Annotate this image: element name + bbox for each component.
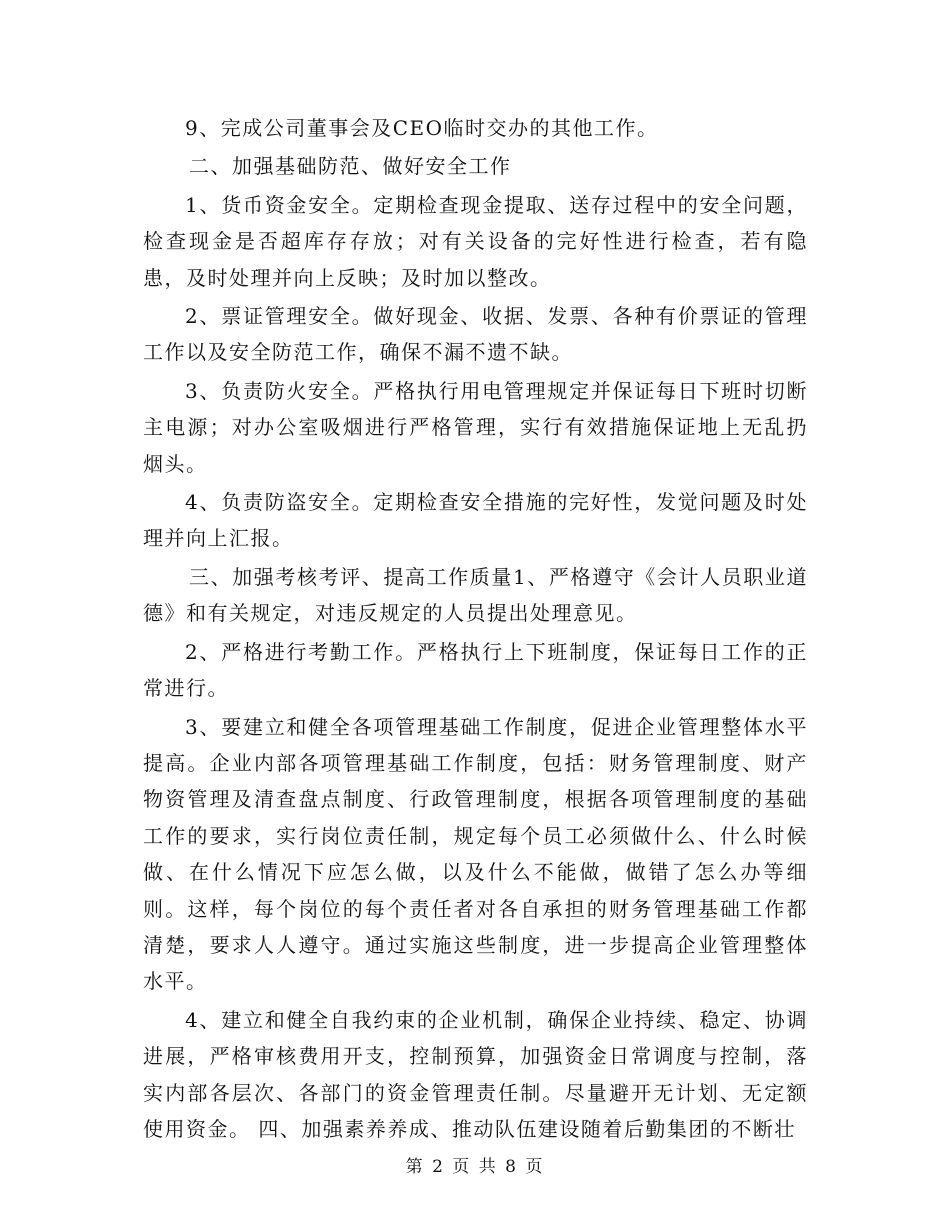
section-heading-3: 三、加强考核考评、提高工作质量1、严格遵守《会计人员职业道德》和有关规定，对违反规定的人员提出处理意见。 <box>143 564 808 626</box>
document-body <box>143 110 808 1149</box>
paragraph-theft-safety: 4、负责防盗安全。定期检查安全措施的完好性，发觉问题及时处理并向上汇报。 <box>143 490 808 551</box>
paragraph-management-system: 3、要建立和健全各项管理基础工作制度，促进企业管理整体水平提高。企业内部各项管理基础工作制度，包括：财务管理制度、财产物资管理及清查盘点制度、行政管理制度，根据各项管理制度的基础工作的要求，实行岗位责任制，规定每个员工必须做什么、什么时候做、在什么情况下应怎么做，以及什么不能做，做错了怎么办等细则。这样，每个岗位的每个责任者对各自承担的财务管理基础工作都清楚，要求人人遵守。通过实施这些制度，进一步提高企业管理整体水平。 <box>143 714 808 994</box>
paragraph-self-restraint: 4、建立和健全自我约束的企业机制，确保企业持续、稳定、协调进展，严格审核费用开支，控制预算，加强资金日常调度与控制，落实内部各层次、各部门的资金管理责任制。尽量避开无计划、无定额使用资金。 四、加强素养养成、推动队伍建设随着后勤集团的不断壮 <box>143 1007 808 1141</box>
section-heading-2: 二、加强基础防范、做好安全工作 <box>189 154 512 179</box>
paragraph-attendance: 2、严格进行考勤工作。严格执行上下班制度，保证每日工作的正常进行。 <box>143 639 808 701</box>
page-number-footer: 第 2 页 共 8 页 <box>405 1157 545 1177</box>
paragraph-cash-safety: 1、货币资金安全。定期检查现金提取、送存过程中的安全问题，检查现金是否超库存存放；对有关设备的完好性进行检查，若有隐患，及时处理并向上反映；及时加以整改。 <box>143 192 808 290</box>
paragraph-fire-safety: 3、负责防火安全。严格执行用电管理规定并保证每日下班时切断主电源；对办公室吸烟进行严格管理，实行有效措施保证地上无乱扔烟头。 <box>143 378 808 476</box>
paragraph-item-9: 9、完成公司董事会及CEO临时交办的其他工作。 <box>185 116 659 140</box>
paragraph-voucher-safety: 2、票证管理安全。做好现金、收据、发票、各种有价票证的管理工作以及安全防范工作，确保不漏不遗不缺。 <box>143 304 808 365</box>
